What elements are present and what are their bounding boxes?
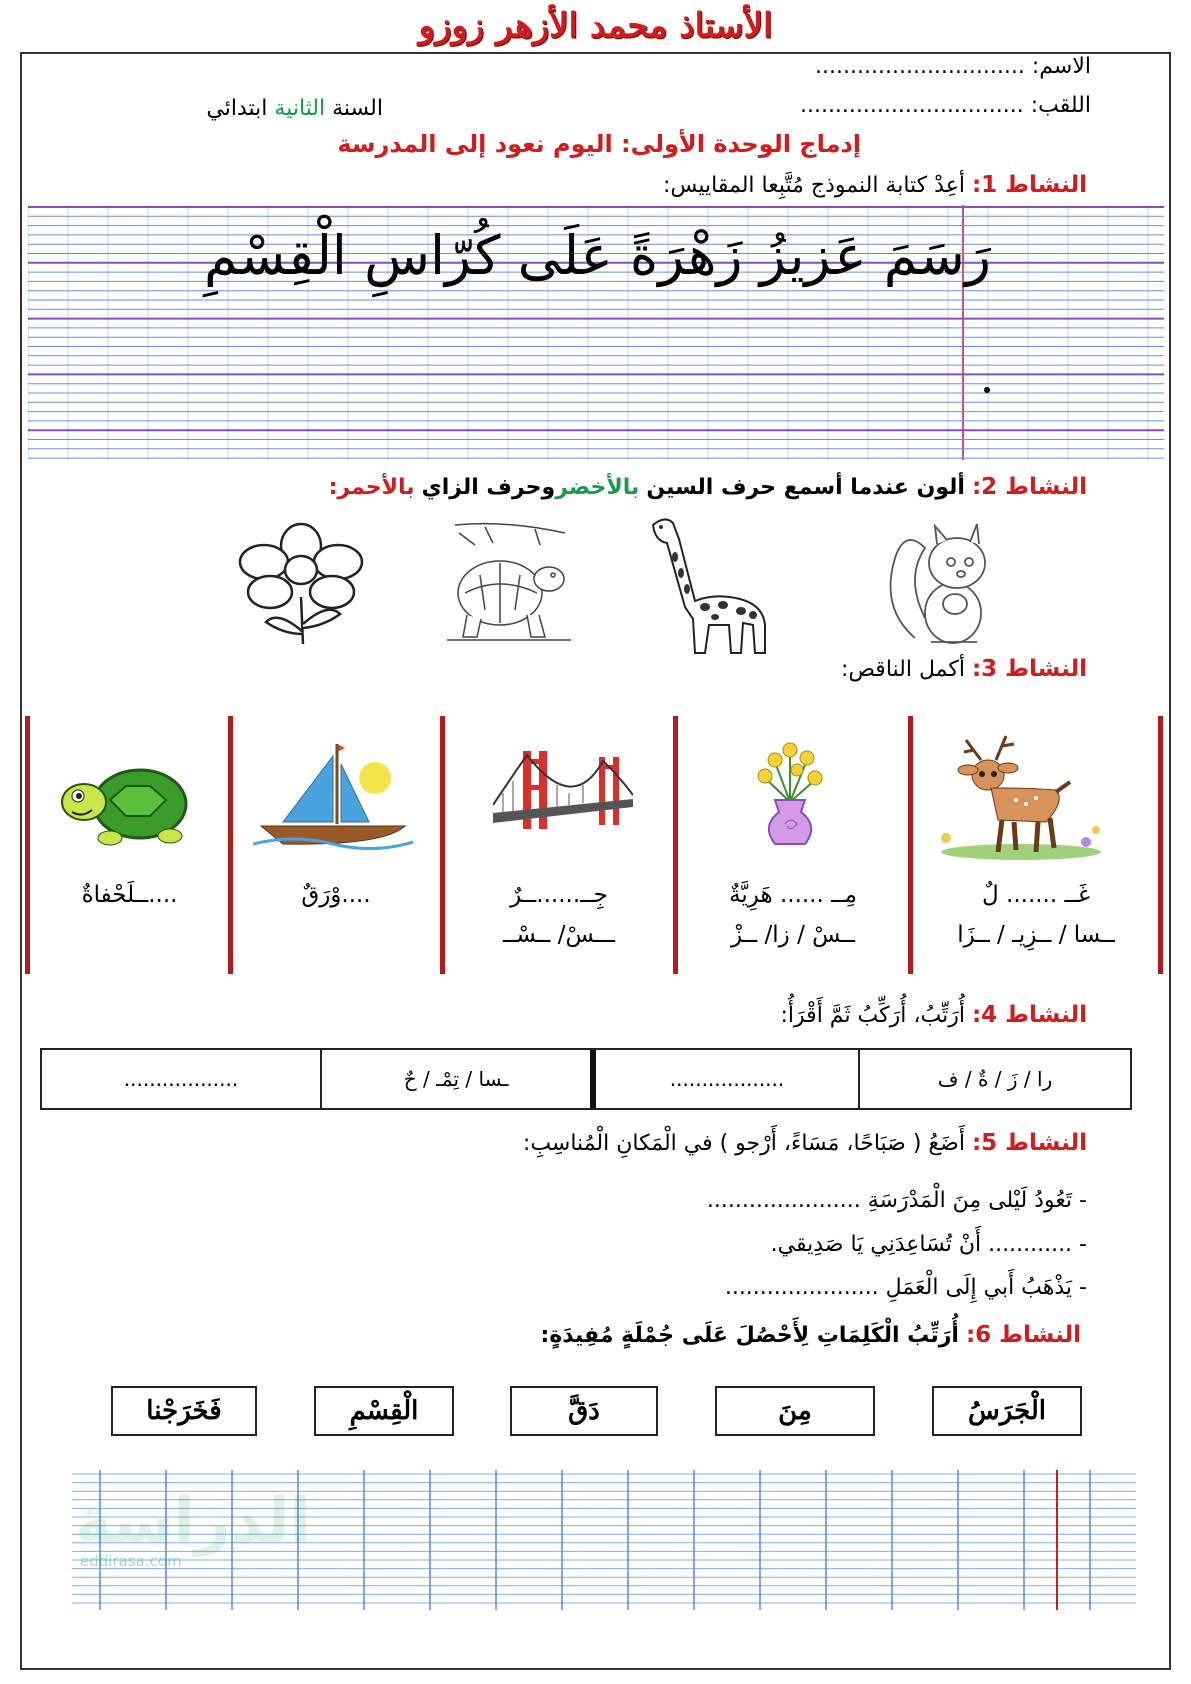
vase-flowers-picture[interactable] — [745, 732, 835, 852]
missing-word-1: غَــ ....... لٌ — [981, 882, 1090, 908]
bridge-picture[interactable] — [493, 745, 633, 845]
activity6-label: النشاط 6: — [965, 1322, 1081, 1348]
separator — [228, 716, 233, 974]
activity6-header — [541, 1322, 1081, 1348]
sentence-line-2[interactable]: - ............ أَنْ تُسَاعِدَنِي يَا صَدِيقي. — [770, 1232, 1087, 1257]
name-label: الاسم: — [1031, 54, 1091, 79]
options-1: ــسا / ــزِيـ / ــزَا — [957, 922, 1115, 948]
activity6-instruction: أُرَتِّبُ الْكَلِمَاتِ لِأَحْصُلَ عَلَى جُمْلَةٍ مُفِيدَةٍ: — [540, 1323, 959, 1348]
sentence-line-1[interactable]: - تَعُودُ لَيْلى مِنَ الْمَدْرَسَةِ ...................... — [706, 1188, 1087, 1213]
separator — [1158, 716, 1163, 974]
surname-label: اللقب: — [1030, 93, 1091, 118]
activity4-instruction: أُرَتِّبُ، أُرَكِّبُ ثَمَّ أَقْرَأُ: — [780, 1003, 965, 1028]
activity5-instruction: أَضَعُ ( صَبَاحًا، مَسَاءً، أَرْجو ) في الْمَكانِ الْمُناسِبِ: — [522, 1131, 965, 1156]
word-card[interactable]: الْجَرَسُ — [932, 1386, 1082, 1436]
red-word: بالأحمر: — [328, 475, 415, 500]
word-card[interactable]: الْقِسْمِ — [314, 1386, 454, 1436]
activity2-label: النشاط 2: — [971, 474, 1087, 500]
activity4-table — [40, 1048, 1132, 1110]
model-sentence: رَسَمَ عَزيزُ زَهْرَةً عَلَى كُرّاسِ الْقِسْمِ — [204, 224, 991, 287]
word-card[interactable]: مِنَ — [715, 1386, 875, 1436]
missing-word-2: مِــ ...... هَرِيَّةٌ — [729, 882, 857, 908]
flower-drawing[interactable] — [228, 522, 378, 652]
sailboat-picture[interactable] — [253, 738, 413, 850]
activity3-label: النشاط 3: — [971, 656, 1087, 682]
activity1-label: النشاط 1: — [971, 172, 1087, 198]
giraffe-drawing[interactable] — [645, 515, 775, 655]
name-field[interactable] — [815, 54, 1091, 79]
unit-title: إدماج الوحدة الأولى: اليوم نعود إلى المدرسة — [337, 130, 861, 158]
deer-picture[interactable] — [936, 730, 1106, 860]
squirrel-drawing[interactable] — [885, 518, 995, 653]
missing-word-4: ....وْرَقٌ — [301, 882, 371, 908]
watermark-site: eddirasa.com — [80, 1552, 182, 1570]
syllables-cell-1: را / زَ / ةٌ / ف — [858, 1050, 1130, 1108]
year-suffix: ابتدائي — [206, 96, 268, 121]
missing-word-5: ....ــلَحْفاةٌ — [81, 882, 178, 908]
activity1-instruction: أعِدْ كتابة النموذج مُتَّبِعا المقاييس: — [662, 173, 965, 198]
activity2-text-2: وحرف الزاي — [421, 475, 556, 500]
separator — [673, 716, 678, 974]
answer-cell-2[interactable]: .................. — [123, 1067, 239, 1091]
page-header-title: الأستاذ محمد الأزهر زوزو — [418, 6, 773, 46]
word-card[interactable]: فَخَرَجْنا — [111, 1386, 257, 1436]
options-3: ـــسْ/ ــسْــ — [502, 922, 616, 948]
activity3-header — [841, 656, 1087, 682]
turtle-drawing[interactable] — [445, 515, 575, 655]
separator — [440, 716, 445, 974]
answer-cell-1[interactable]: .................. — [590, 1050, 858, 1108]
activity4-label: النشاط 4: — [971, 1002, 1087, 1028]
activity4-header — [781, 1002, 1087, 1028]
word-card[interactable]: دَقَّ — [510, 1386, 658, 1436]
activity2-text-1: ألون عندما أسمع حرف السين — [646, 475, 965, 500]
school-year — [206, 96, 383, 121]
options-2: ــسْ / زا/ ــزْ — [731, 922, 855, 948]
separator — [908, 716, 913, 974]
separator — [25, 716, 30, 974]
activity5-header — [523, 1130, 1087, 1156]
activity5-label: النشاط 5: — [971, 1130, 1087, 1156]
start-dot — [984, 387, 990, 393]
sentence-line-3[interactable]: - يَذْهَبُ أَبي إِلَى الْعَمَلِ ...................... — [724, 1275, 1087, 1300]
watermark-logo: الدراسة — [75, 1484, 311, 1557]
green-word: بالأخضر — [555, 475, 640, 500]
turtle-picture[interactable] — [60, 760, 200, 850]
missing-word-3: جِــ......ــرٌ — [510, 882, 608, 908]
activity2-header — [329, 474, 1087, 500]
year-prefix: السنة — [332, 96, 383, 121]
syllables-cell-2: ـسا / تِمْـ / حٌ — [320, 1050, 590, 1108]
activity1-header — [663, 172, 1087, 198]
activity3-instruction: أكمل الناقص: — [840, 657, 965, 682]
name-dots: .............................. — [815, 54, 1025, 79]
surname-dots: ................................ — [799, 93, 1024, 118]
year-value: الثانية — [274, 96, 326, 121]
surname-field[interactable] — [800, 93, 1091, 118]
